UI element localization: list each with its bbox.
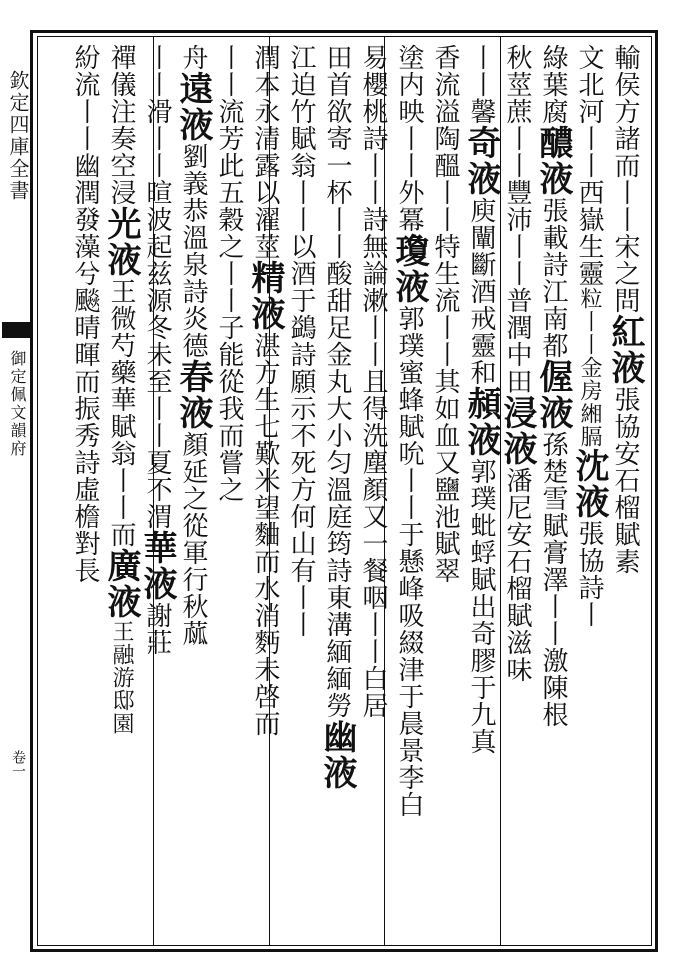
book-title: 欽定四庫全書	[6, 70, 30, 202]
column-text: 秋莖	[502, 44, 532, 98]
column-text: 劉義恭溫泉詩炎德	[178, 143, 208, 359]
column-text: 榴賦滋味	[502, 575, 532, 683]
column-text: 蔗丨丨豐沛	[502, 98, 532, 233]
column-text: 詩虛檐對長	[70, 449, 100, 584]
text-column	[360, 44, 396, 940]
column-text: 禪儀注奏空浸	[106, 44, 136, 206]
column-text: 潘尼安石	[502, 467, 532, 575]
headword: 頳液	[461, 386, 501, 458]
column-text: 丨丨普潤中田	[502, 233, 532, 395]
column-text: 冬未至丨丨夏不渭	[142, 314, 172, 530]
column-text: 發藻兮飈晴暉而振秀	[70, 206, 100, 449]
text-column	[569, 44, 612, 940]
column-text: 易櫻桃詩丨丨	[358, 44, 388, 206]
column-text: 郭璞蜜蜂賦吮丨丨于懸峰吸綴津于晨景李白	[394, 305, 424, 818]
column-text: 孫楚雪賦膏澤	[538, 431, 568, 593]
text-column	[432, 44, 468, 940]
column-text: 文北河丨丨西嶽生靈	[574, 44, 604, 287]
column-text: 紛流丨丨幽潤	[70, 44, 100, 206]
column-text: 郭璞蚍蜉賦出奇膠于九真	[466, 458, 496, 755]
column-text: 丨丨馨	[466, 44, 496, 125]
fishtail-mark	[2, 322, 30, 338]
headword: 光液	[101, 206, 141, 278]
column-text: 王融游邸園	[109, 620, 134, 735]
headword: 春液	[173, 359, 213, 431]
headword: 瓊液	[389, 233, 429, 305]
column-text: 湛方生七歎米望麯而水消麪未啓而	[250, 332, 280, 737]
column-text: 丨丨激陳根	[538, 593, 568, 728]
column-text: 王微芍藥華賦翁丨丨而	[106, 278, 136, 548]
column-text: 江迫竹賦翁丨丨以	[286, 44, 316, 260]
column-text: 張協安石榴賦素	[610, 386, 640, 575]
text-column	[72, 44, 108, 940]
headword: 華液	[137, 530, 177, 602]
column-text: 舟	[178, 44, 208, 71]
column-text: 張載詩江南都	[538, 197, 568, 359]
column-text: 流丨丨其如血又鹽池賦翠	[430, 287, 460, 584]
text-column	[389, 44, 432, 940]
text-column	[461, 44, 504, 940]
column-text: 陶醞丨丨特生	[430, 125, 460, 287]
text-column	[533, 44, 576, 940]
column-text: 流芳此五穀之丨丨子能從我而嘗之	[214, 98, 244, 503]
headword: 遠液	[173, 71, 213, 143]
headword: 醲液	[533, 125, 573, 197]
column-text: 香流溢	[430, 44, 460, 125]
text-column	[137, 44, 180, 940]
column-text: 酒于鷁詩願示不死方何山有丨丨	[286, 260, 316, 638]
column-text: 粒丨丨金房緗膈	[577, 287, 602, 448]
headword: 紅液	[605, 314, 645, 386]
headword: 沈液	[569, 448, 609, 520]
column-text: 張協詩丨	[574, 520, 604, 628]
text-column	[173, 44, 216, 940]
column-text: 田首欲寄一杯丨丨	[322, 44, 352, 260]
column-text: 顏延之從軍行秋蓏	[178, 431, 208, 647]
headword: 奇液	[461, 125, 501, 197]
text-column	[245, 44, 288, 940]
headword: 廣液	[101, 548, 141, 620]
column-text: 塗内映丨丨外冪	[394, 44, 424, 233]
headword: 幽液	[317, 719, 357, 791]
column-text: 丨丨滑丨丨暄波起兹源	[142, 44, 172, 314]
text-column	[101, 44, 144, 940]
margin-strip	[0, 30, 32, 950]
text-column	[497, 44, 540, 940]
headword: 浸液	[497, 395, 537, 467]
column-text: 綠葉腐	[538, 44, 568, 125]
column-text: 輸侯方諸而丨丨宋之問	[610, 44, 640, 314]
text-column	[317, 44, 360, 940]
column-text: 詩無論漱丨丨且得洗塵顏又一餐咽丨丨白居	[358, 206, 388, 719]
column-text: 潤本永清露以濯莖	[250, 44, 280, 260]
text-column	[288, 44, 324, 940]
column-text: 庾闡斷酒戒靈和	[466, 197, 496, 386]
column-text: 酸甜足金丸大小匀溫庭筠詩東溝緬緬勞	[322, 260, 352, 719]
column-text: 丨丨	[214, 44, 244, 98]
headword: 偓液	[533, 359, 573, 431]
text-column	[605, 44, 648, 940]
book-subtitle: 御定佩文韻府	[8, 350, 27, 458]
page-number: 卷一	[10, 750, 26, 778]
headword: 精液	[245, 260, 285, 332]
column-text: 謝莊	[142, 602, 172, 656]
text-column	[216, 44, 252, 940]
